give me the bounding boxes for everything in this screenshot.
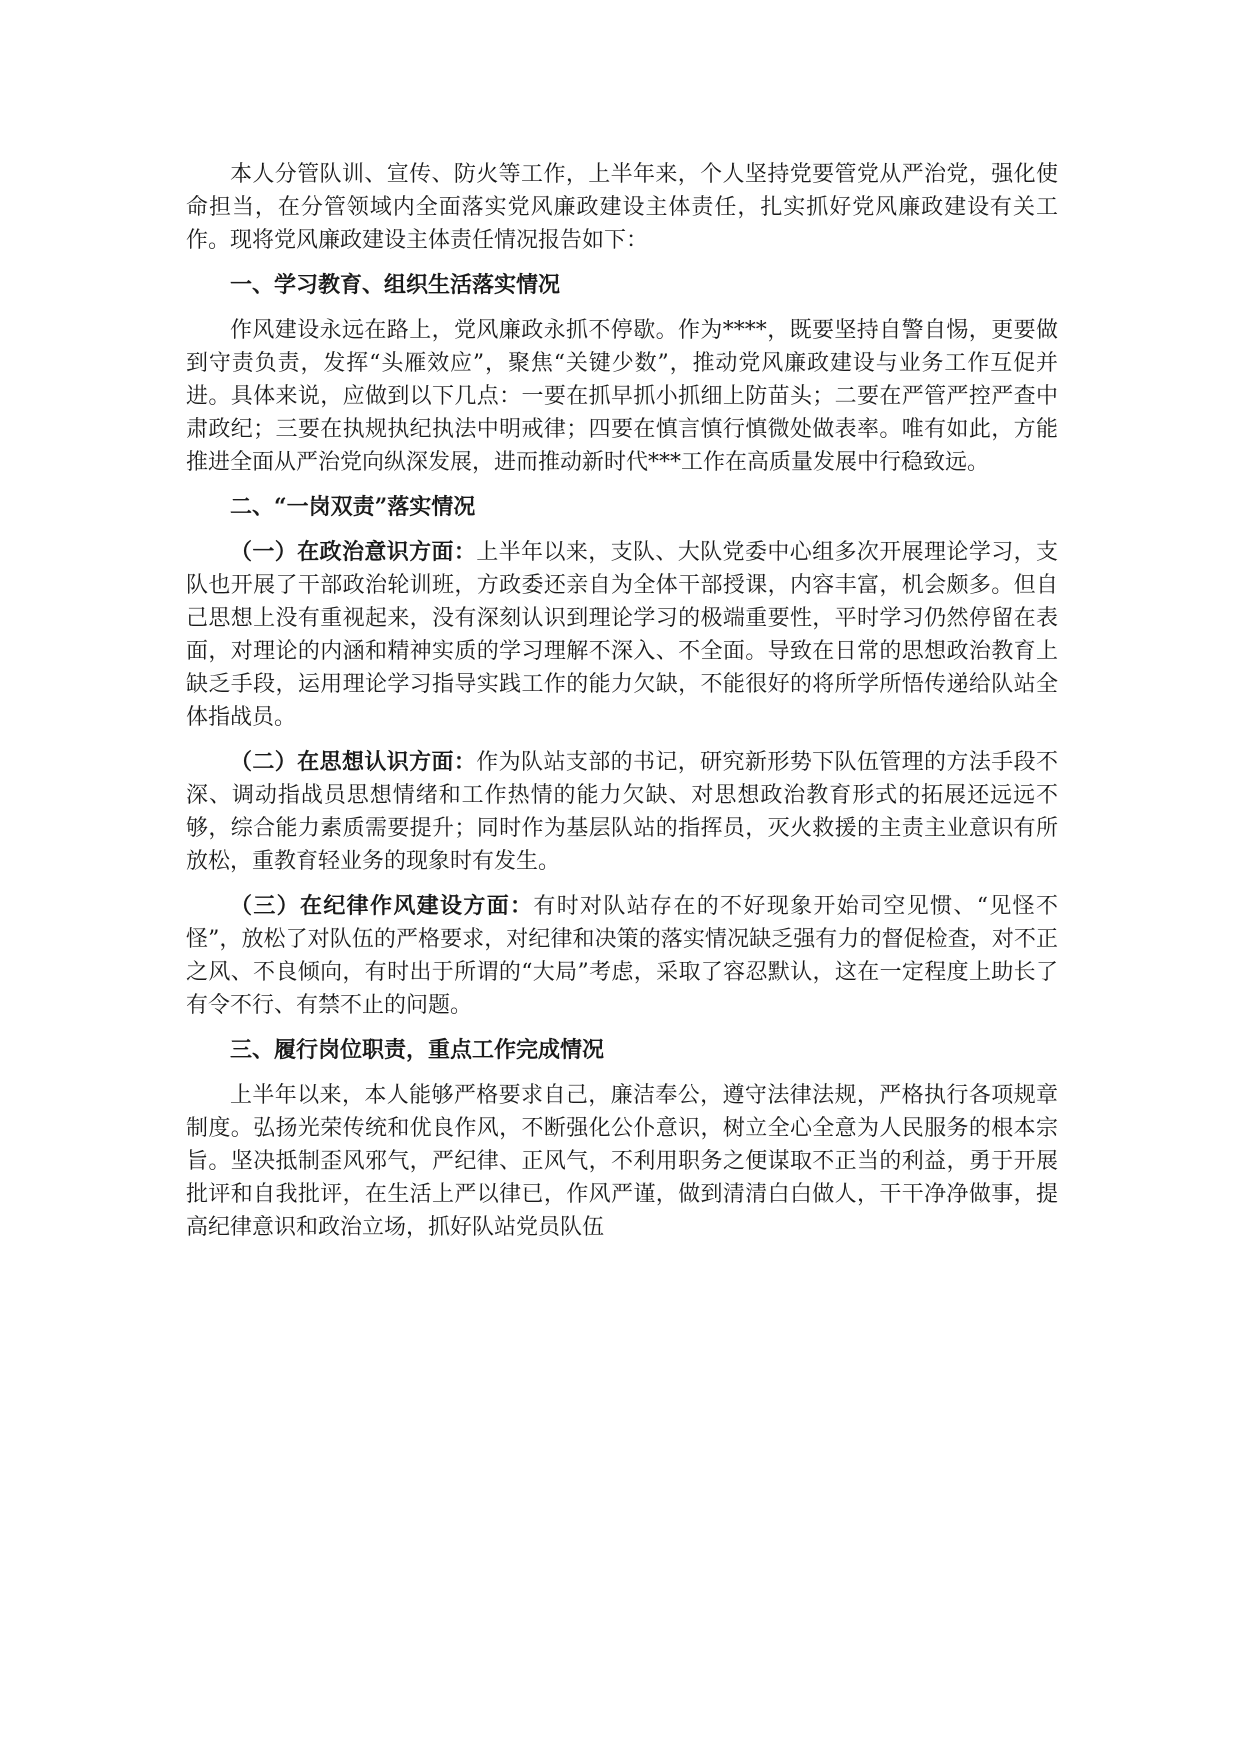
item-2-lead: （二）在思想认识方面： xyxy=(230,749,477,775)
section-3-heading: 三、履行岗位职责，重点工作完成情况 xyxy=(230,1037,605,1063)
section-2-item-1 xyxy=(186,536,1058,734)
item-3-text: 有时对队站存在的不好现象开始司空见惯、“见怪不怪”，放松了对队伍的严格要求，对纪律和决策的落实情况缺乏强有力的督促检查，对不正之风、不良倾向，有时出于所谓的“大局”考虑，采取了容忍默认，这在一定程度上助长了有令不行、有禁不止的问题。 xyxy=(186,894,1058,1018)
section-3-paragraph: 上半年以来，本人能够严格要求自己，廉洁奉公，遵守法律法规，严格执行各项规章制度。弘扬光荣传统和优良作风，不断强化公仆意识，树立全心全意为人民服务的根本宗旨。坚决抵制歪风邪气，严纪律、正风气，不利用职务之便谋取不正当的利益，勇于开展批评和自我批评，在生活上严以律已，作风严谨，做到清清白白做人，干干净净做事，提高纪律意识和政治立场，抓好队站党员队伍 xyxy=(186,1083,1058,1240)
section-2-heading: 二、“一岗双责”落实情况 xyxy=(230,494,476,520)
item-1-text: 上半年以来，支队、大队党委中心组多次开展理论学习，支队也开展了干部政治轮训班，方政委还亲自为全体干部授课，内容丰富，机会颇多。但自己思想上没有重视起来，没有深刻认识到理论学习的极端重要性，平时学习仍然停留在表面，对理论的内涵和精神实质的学习理解不深入、不全面。导致在日常的思想政治教育上缺乏手段，运用理论学习指导实践工作的能力欠缺，不能很好的将所学所悟传递给队站全体指战员。 xyxy=(186,540,1058,730)
section-1-heading: 一、学习教育、组织生活落实情况 xyxy=(230,272,561,298)
section-2-item-3 xyxy=(186,890,1058,1022)
item-1-lead: （一）在政治意识方面： xyxy=(230,539,477,565)
section-1-paragraph: 作风建设永远在路上，党风廉政永抓不停歇。作为****，既要坚持自警自惕，更要做到守责负责，发挥“头雁效应”，聚焦“关键少数”，推动党风廉政建设与业务工作互促并进。具体来说，应做到以下几点：一要在抓早抓小抓细上防苗头；二要在严管严控严查中肃政纪；三要在执规执纪执法中明戒律；四要在慎言慎行慎微处做表率。唯有如此，方能推进全面从严治党向纵深发展，进而推动新时代***工作在高质量发展中行稳致远。 xyxy=(186,318,1058,475)
item-2-text: 作为队站支部的书记，研究新形势下队伍管理的方法手段不深、调动指战员思想情绪和工作热情的能力欠缺、对思想政治教育形式的拓展还远远不够，综合能力素质需要提升；同时作为基层队站的指挥员，灭火救援的主责主业意识有所放松，重教育轻业务的现象时有发生。 xyxy=(186,750,1058,874)
document-body xyxy=(186,158,1058,1256)
section-2-item-2 xyxy=(186,746,1058,878)
item-3-lead: （三）在纪律作风建设方面： xyxy=(230,893,534,919)
intro-paragraph: 本人分管队训、宣传、防火等工作，上半年来，个人坚持党要管党从严治党，强化使命担当，在分管领域内全面落实党风廉政建设主体责任，扎实抓好党风廉政建设有关工作。现将党风廉政建设主体责任情况报告如下： xyxy=(186,162,1058,253)
